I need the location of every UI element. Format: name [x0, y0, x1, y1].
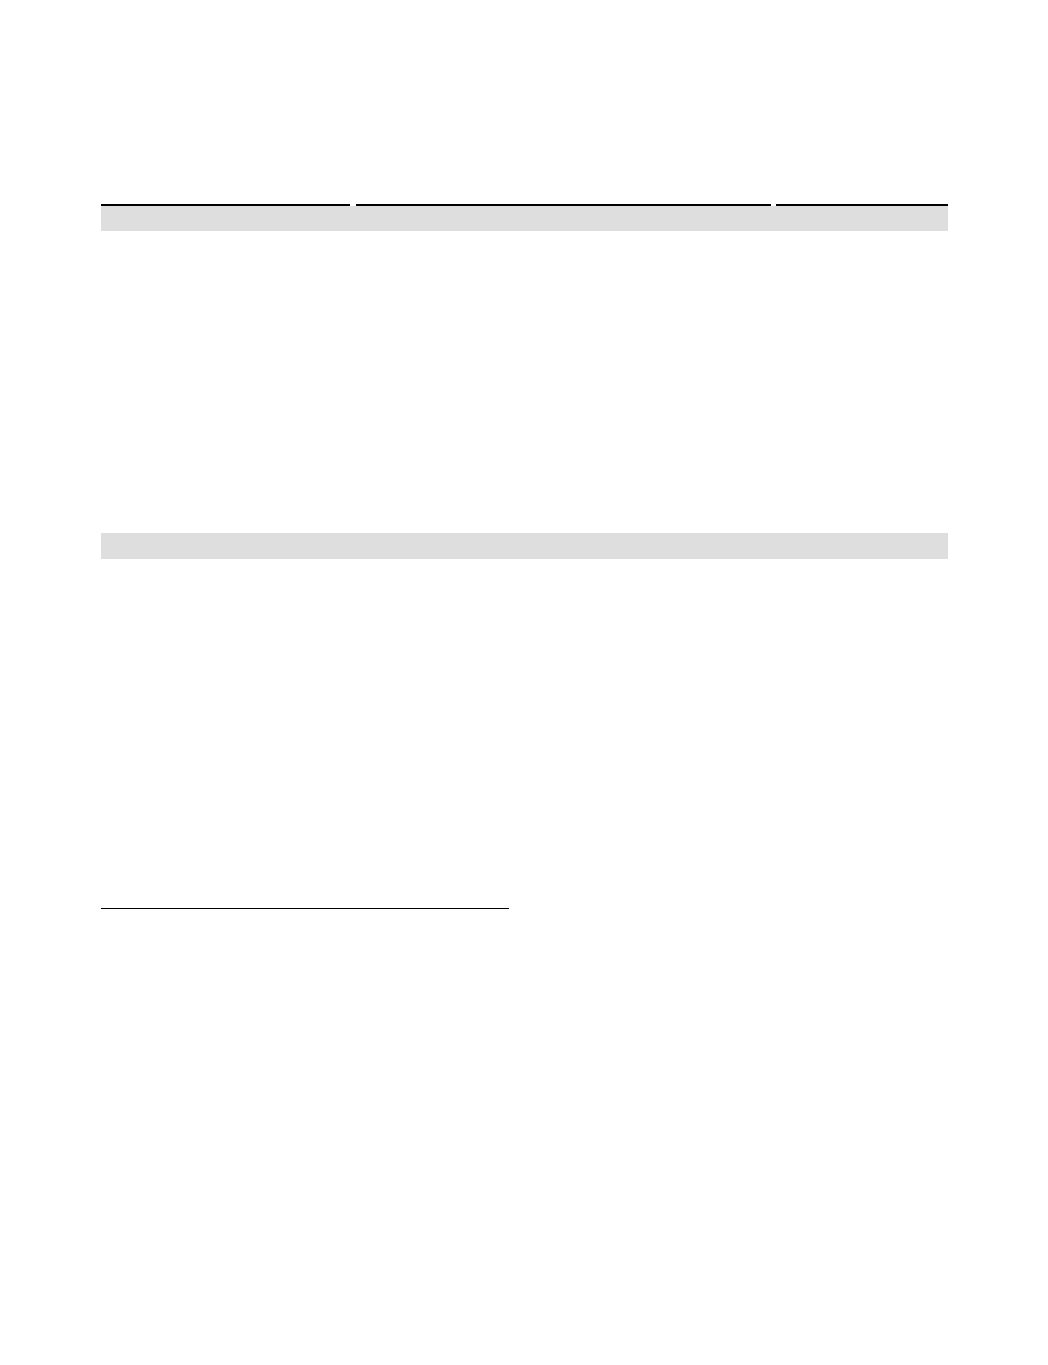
footnote-rule	[101, 908, 509, 909]
spacer-row	[101, 533, 948, 559]
domestic-section-row	[101, 206, 948, 231]
international-section-row	[101, 559, 948, 585]
